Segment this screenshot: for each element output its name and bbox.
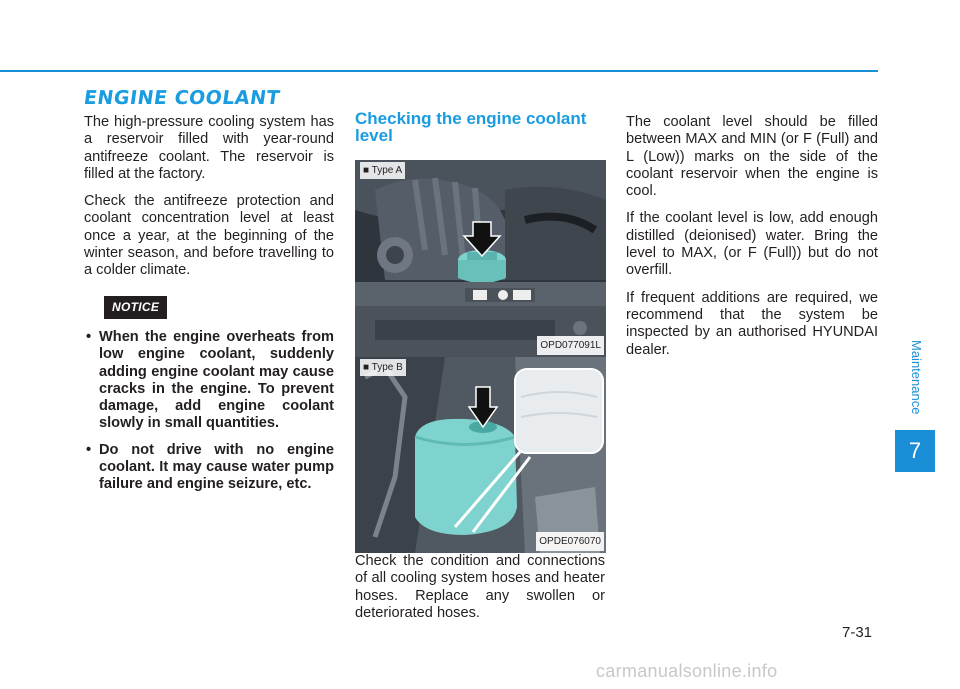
section-title: ENGINE COOLANT (82, 87, 282, 109)
notice-list (84, 329, 334, 494)
figure-b-code: OPDE076070 (536, 532, 604, 551)
notice-item: • When the engine overheats from low engine coolant, suddenly adding engine coolant may cause cracks in the engine. To prevent damage, add engine coolant slowly in small quantities. (84, 329, 334, 433)
watermark: carmanualsonline.info (596, 661, 778, 681)
column-3 (626, 114, 878, 369)
page-number: 7-31 (842, 624, 873, 641)
column-1 (84, 114, 334, 503)
figure-type-b (355, 357, 606, 553)
header-rule (0, 70, 878, 72)
chapter-tab[interactable]: 7 (895, 430, 935, 472)
figure-a-code: OPD077091L (537, 336, 604, 355)
figure-a-label: ■ Type A (360, 162, 405, 179)
low-level-paragraph: If the coolant level is low, add enough distilled (deionised) water. Bring the level to MAX, (or F (Full)) but do not overfill. (626, 210, 878, 279)
engine-bay-type-a-illustration (355, 160, 606, 357)
level-paragraph: The coolant level should be filled between MAX and MIN (or F (Full) and L (Low)) marks on the side of the coolant reservoir when the engine is cool. (626, 114, 878, 200)
dealer-paragraph: If frequent additions are required, we recommend that the system be inspected by an authorised HYUNDAI dealer. (626, 289, 878, 358)
hoses-paragraph: Check the condition and connections of all cooling system hoses and heater hoses. Replace any swollen or deteriorated hoses. (355, 553, 605, 621)
notice-badge: NOTICE (104, 296, 167, 319)
subsection-heading: Checking the engine coolant level (355, 109, 587, 145)
notice-item: • Do not drive with no engine coolant. It may cause water pump failure and engine seizure, etc. (84, 442, 334, 494)
figure-b-label: ■ Type B (360, 359, 406, 376)
check-paragraph: Check the antifreeze protection and coolant concentration level at least once a year, at the beginning of the winter season, and before travelling to a colder climate. (84, 193, 334, 279)
chapter-label: Maintenance (909, 340, 924, 415)
intro-paragraph: The high-pressure cooling system has a reservoir filled with year-round antifreeze coolant. The reservoir is filled at the factory. (84, 114, 334, 182)
engine-bay-type-b-illustration (355, 357, 606, 553)
column-2 (355, 110, 605, 632)
figure-type-a (355, 160, 606, 357)
